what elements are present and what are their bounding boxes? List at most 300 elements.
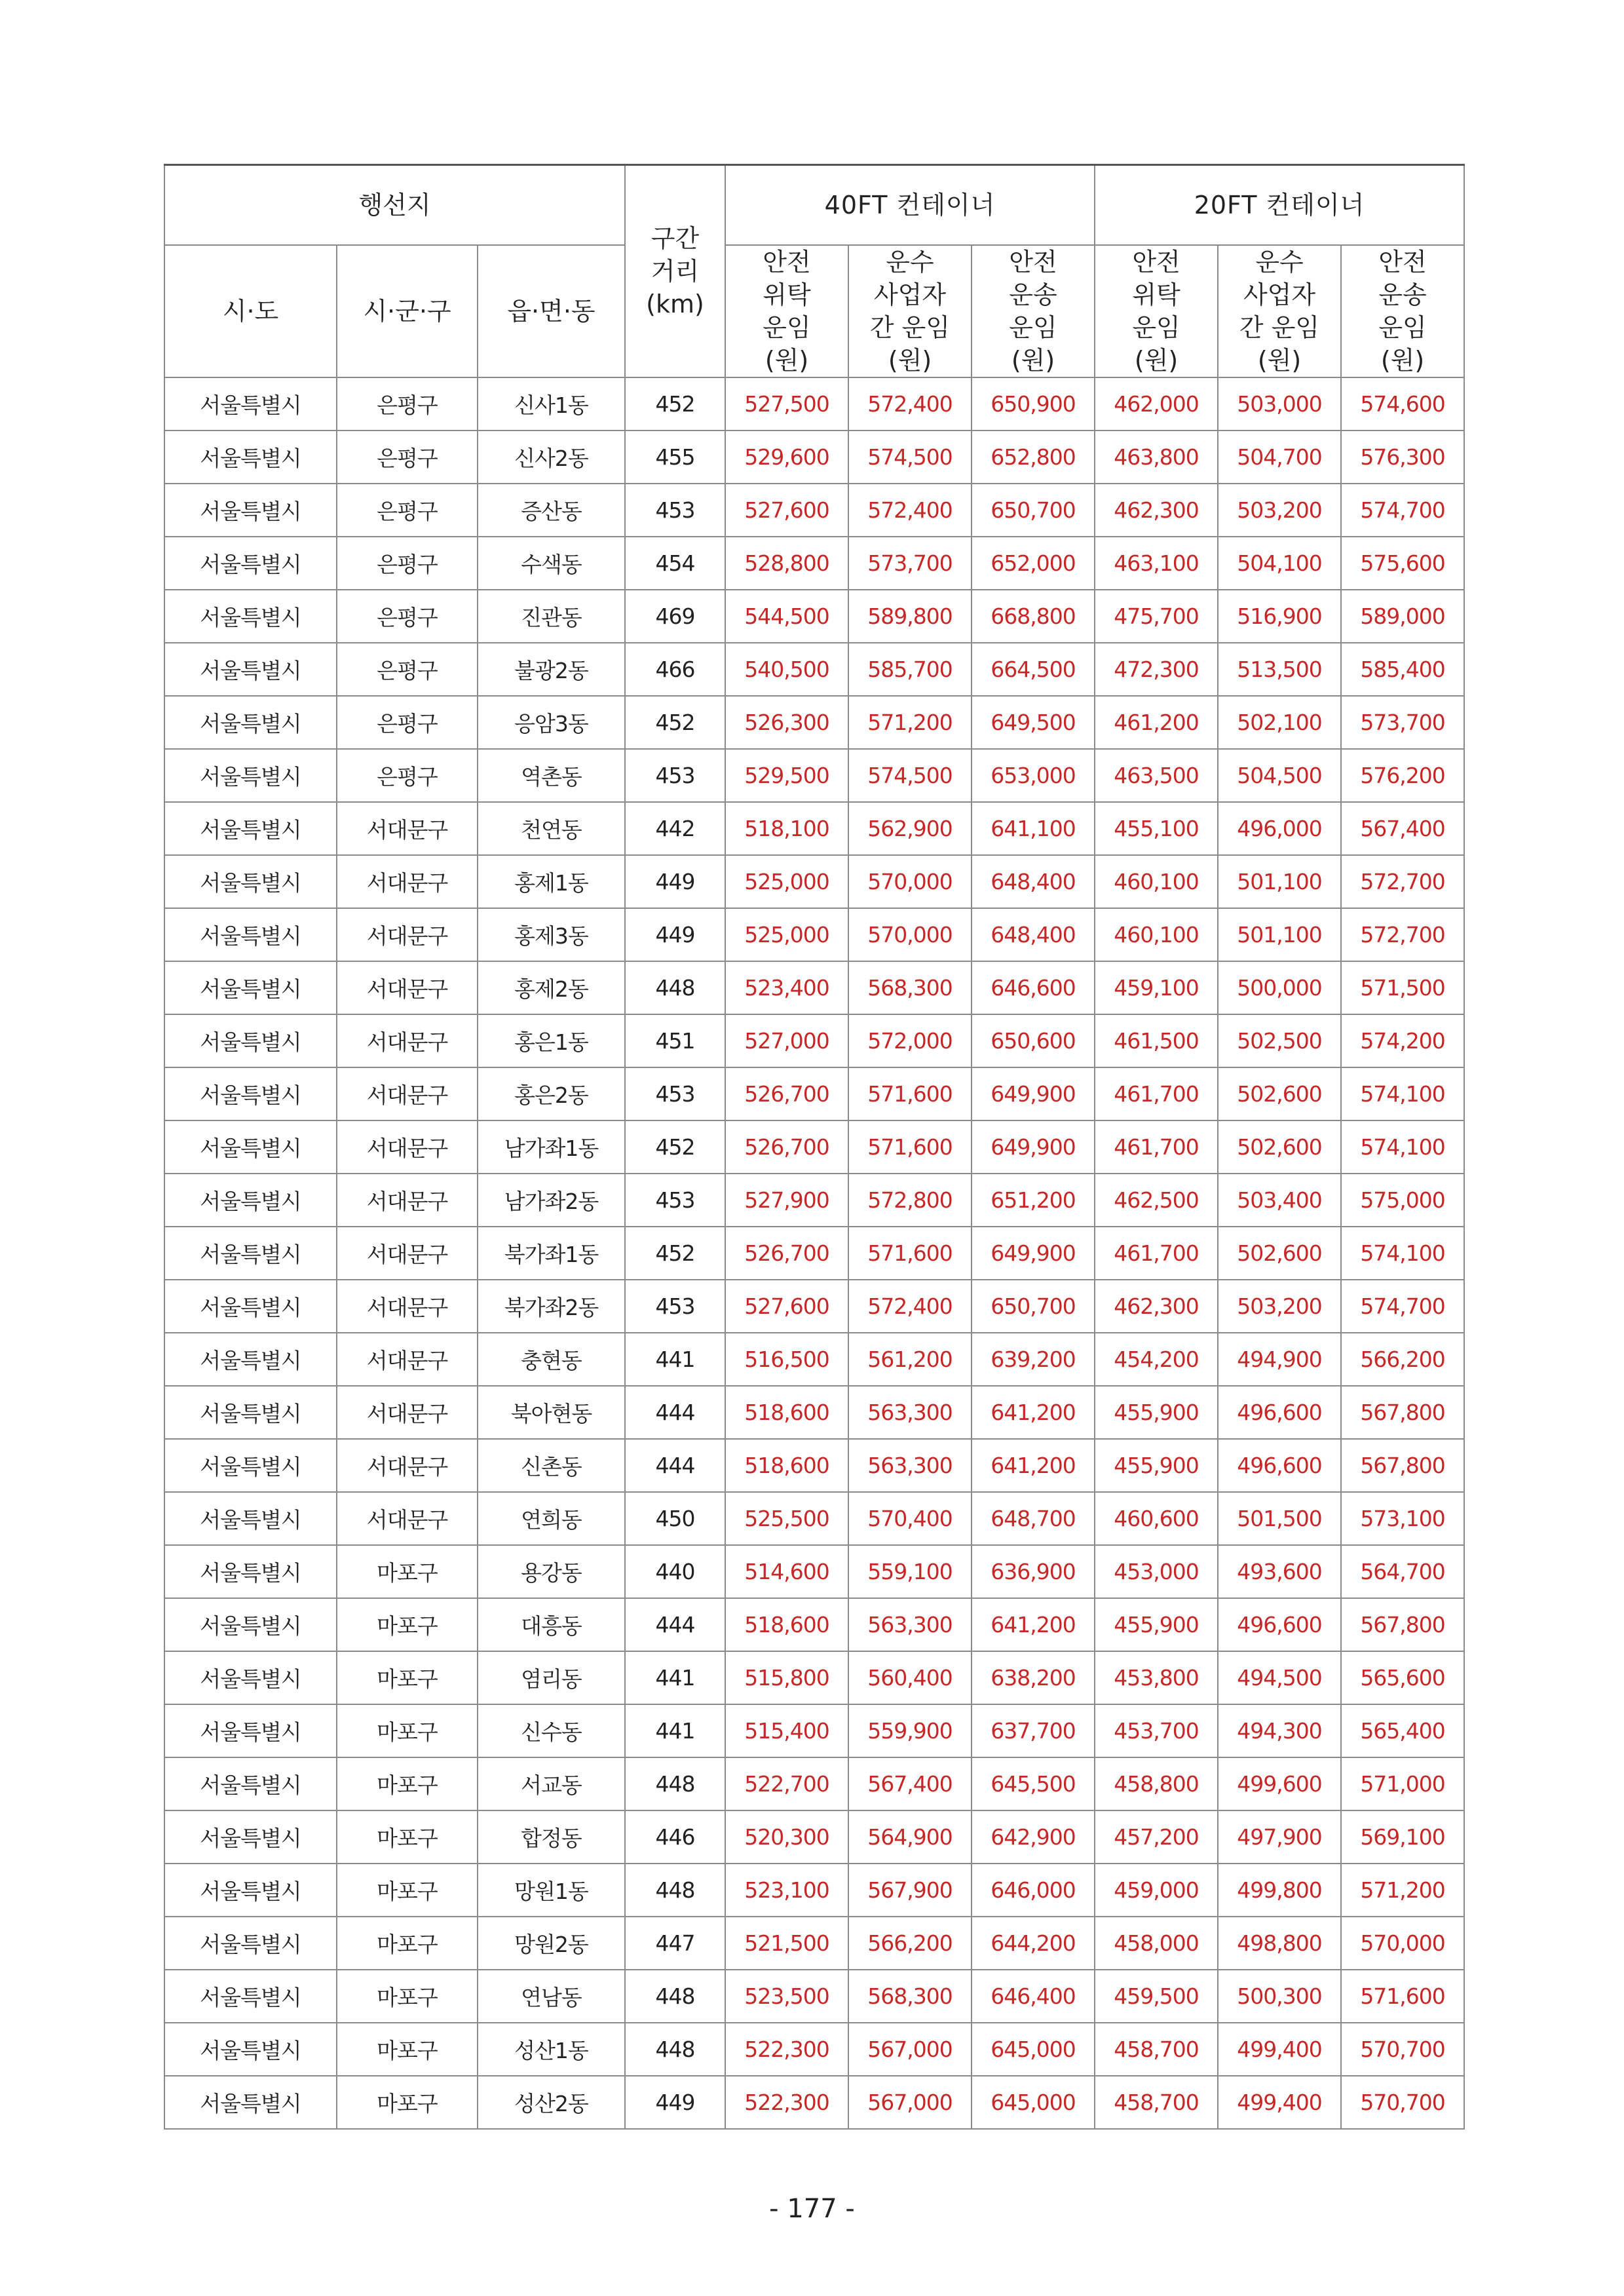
distance-cell: 441	[625, 1704, 725, 1757]
sigungu-cell: 은평구	[337, 537, 478, 590]
eupmyeondong-cell: 수색동	[478, 537, 625, 590]
safe-transport-40ft-cell: 649,900	[972, 1227, 1095, 1280]
safe-consign-20ft-cell: 458,700	[1095, 2023, 1218, 2076]
distance-cell: 449	[625, 855, 725, 908]
table-row	[164, 1439, 1464, 1492]
carrier-rate-20ft-cell: 502,100	[1218, 696, 1341, 749]
safe-transport-40ft-cell: 641,200	[972, 1439, 1095, 1492]
eupmyeondong-cell: 용강동	[478, 1545, 625, 1598]
carrier-rate-20ft-cell: 499,600	[1218, 1757, 1341, 1810]
safe-transport-20ft-cell: 567,800	[1341, 1439, 1464, 1492]
table-row	[164, 1651, 1464, 1704]
safe-consign-40ft-cell: 523,500	[725, 1970, 848, 2023]
safe-consign-20ft-cell: 463,100	[1095, 537, 1218, 590]
eupmyeondong-cell: 연희동	[478, 1492, 625, 1545]
carrier-rate-20ft-cell: 503,400	[1218, 1174, 1341, 1227]
safe-consign-40ft-cell: 527,500	[725, 377, 848, 430]
table-row	[164, 1970, 1464, 2023]
table-row	[164, 908, 1464, 961]
safe-transport-40ft-cell: 645,500	[972, 1757, 1095, 1810]
safe-consign-40ft-cell: 525,000	[725, 855, 848, 908]
table-row	[164, 1598, 1464, 1651]
safe-consign-40ft-cell: 518,600	[725, 1386, 848, 1439]
carrier-rate-40ft-cell: 571,600	[848, 1227, 972, 1280]
safe-consign-40ft-cell: 515,400	[725, 1704, 848, 1757]
table-row	[164, 749, 1464, 802]
safe-transport-20ft-cell: 564,700	[1341, 1545, 1464, 1598]
table-row	[164, 855, 1464, 908]
sido-cell: 서울특별시	[164, 1280, 337, 1333]
eupmyeondong-cell: 홍제3동	[478, 908, 625, 961]
table-row	[164, 2023, 1464, 2076]
carrier-rate-40ft-cell: 570,400	[848, 1492, 972, 1545]
carrier-rate-40ft-cell: 573,700	[848, 537, 972, 590]
sigungu-cell: 서대문구	[337, 1439, 478, 1492]
safe-consign-20ft-cell: 461,700	[1095, 1227, 1218, 1280]
distance-cell: 452	[625, 1227, 725, 1280]
distance-cell: 448	[625, 961, 725, 1014]
carrier-rate-20ft-cell: 501,500	[1218, 1492, 1341, 1545]
sido-cell: 서울특별시	[164, 1917, 337, 1970]
sido-cell: 서울특별시	[164, 1545, 337, 1598]
sido-cell: 서울특별시	[164, 484, 337, 537]
carrier-rate-40ft-cell: 563,300	[848, 1439, 972, 1492]
sigungu-cell: 서대문구	[337, 1174, 478, 1227]
safe-consign-20ft-cell: 458,800	[1095, 1757, 1218, 1810]
sido-cell: 서울특별시	[164, 855, 337, 908]
distance-cell: 441	[625, 1651, 725, 1704]
safe-transport-20ft-cell: 567,400	[1341, 802, 1464, 855]
carrier-rate-20ft-cell: 504,100	[1218, 537, 1341, 590]
distance-cell: 453	[625, 484, 725, 537]
carrier-rate-20ft-cell: 502,600	[1218, 1120, 1341, 1174]
distance-cell: 450	[625, 1492, 725, 1545]
sigungu-cell: 서대문구	[337, 1492, 478, 1545]
sigungu-cell: 마포구	[337, 2023, 478, 2076]
distance-cell: 448	[625, 1864, 725, 1917]
safe-consign-20ft-cell: 455,100	[1095, 802, 1218, 855]
safe-transport-20ft-cell: 573,100	[1341, 1492, 1464, 1545]
eupmyeondong-cell: 서교동	[478, 1757, 625, 1810]
table-row	[164, 2076, 1464, 2129]
carrier-rate-20ft-cell: 501,100	[1218, 908, 1341, 961]
carrier-rate-20ft-cell: 503,000	[1218, 377, 1341, 430]
eupmyeondong-cell: 북가좌2동	[478, 1280, 625, 1333]
table-row	[164, 643, 1464, 696]
carrier-rate-40ft-cell: 572,400	[848, 1280, 972, 1333]
safe-transport-20ft-cell: 571,500	[1341, 961, 1464, 1014]
safe-consign-20ft-cell: 462,000	[1095, 377, 1218, 430]
safe-transport-40ft-cell: 646,400	[972, 1970, 1095, 2023]
sido-cell: 서울특별시	[164, 1439, 337, 1492]
sido-cell: 서울특별시	[164, 1864, 337, 1917]
carrier-rate-20ft-cell: 499,400	[1218, 2076, 1341, 2129]
safe-consign-20ft-cell: 453,700	[1095, 1704, 1218, 1757]
distance-cell: 446	[625, 1810, 725, 1864]
eupmyeondong-cell: 신사2동	[478, 430, 625, 484]
safe-consign-20ft-cell: 461,200	[1095, 696, 1218, 749]
safe-consign-20ft-cell: 458,000	[1095, 1917, 1218, 1970]
sido-cell: 서울특별시	[164, 1227, 337, 1280]
sigungu-cell: 서대문구	[337, 855, 478, 908]
safe-consign-40ft-cell: 514,600	[725, 1545, 848, 1598]
carrier-rate-40ft-cell: 572,400	[848, 377, 972, 430]
safe-transport-40ft-cell: 641,200	[972, 1386, 1095, 1439]
carrier-rate-40ft-cell: 559,900	[848, 1704, 972, 1757]
safe-transport-20ft-cell: 589,000	[1341, 590, 1464, 643]
safe-consign-40ft-cell: 521,500	[725, 1917, 848, 1970]
carrier-rate-40ft-cell: 567,000	[848, 2076, 972, 2129]
sido-cell: 서울특별시	[164, 1651, 337, 1704]
table-row	[164, 1386, 1464, 1439]
distance-cell: 453	[625, 1174, 725, 1227]
sigungu-cell: 은평구	[337, 749, 478, 802]
eupmyeondong-cell: 연남동	[478, 1970, 625, 2023]
sigungu-cell: 마포구	[337, 1757, 478, 1810]
safe-transport-40ft-cell: 652,800	[972, 430, 1095, 484]
distance-cell: 452	[625, 377, 725, 430]
safe-transport-40ft-cell: 664,500	[972, 643, 1095, 696]
eupmyeondong-cell: 홍은1동	[478, 1014, 625, 1067]
safe-consign-20ft-cell: 461,700	[1095, 1120, 1218, 1174]
carrier-rate-40ft-cell: 560,400	[848, 1651, 972, 1704]
sido-cell: 서울특별시	[164, 590, 337, 643]
sigungu-cell: 은평구	[337, 377, 478, 430]
carrier-rate-40ft-cell: 574,500	[848, 749, 972, 802]
eupmyeondong-cell: 증산동	[478, 484, 625, 537]
distance-cell: 441	[625, 1333, 725, 1386]
sido-cell: 서울특별시	[164, 696, 337, 749]
safe-transport-20ft-cell: 571,000	[1341, 1757, 1464, 1810]
sigungu-cell: 마포구	[337, 1704, 478, 1757]
safe-transport-20ft-cell: 576,300	[1341, 430, 1464, 484]
page-number: - 177 -	[769, 2194, 855, 2224]
sigungu-cell: 서대문구	[337, 1227, 478, 1280]
table-row	[164, 1174, 1464, 1227]
eupmyeondong-cell: 홍제1동	[478, 855, 625, 908]
eupmyeondong-cell: 염리동	[478, 1651, 625, 1704]
table-row	[164, 537, 1464, 590]
sido-cell: 서울특별시	[164, 1810, 337, 1864]
safe-transport-40ft-cell: 650,600	[972, 1014, 1095, 1067]
safe-transport-20ft-cell: 574,100	[1341, 1227, 1464, 1280]
carrier-rate-40ft-cell: 570,000	[848, 855, 972, 908]
safe-transport-40ft-cell: 651,200	[972, 1174, 1095, 1227]
sido-cell: 서울특별시	[164, 2023, 337, 2076]
safe-consign-20ft-cell: 460,600	[1095, 1492, 1218, 1545]
safe-transport-40ft-cell: 653,000	[972, 749, 1095, 802]
carrier-rate-40ft-cell: 589,800	[848, 590, 972, 643]
carrier-rate-20ft-cell: 503,200	[1218, 484, 1341, 537]
safe-transport-40ft-cell: 649,900	[972, 1067, 1095, 1120]
carrier-rate-40ft-cell: 564,900	[848, 1810, 972, 1864]
table-row	[164, 1492, 1464, 1545]
distance-cell: 449	[625, 2076, 725, 2129]
safe-consign-40ft-cell: 526,300	[725, 696, 848, 749]
table-row	[164, 1280, 1464, 1333]
table-row	[164, 1014, 1464, 1067]
eupmyeondong-cell: 성산1동	[478, 2023, 625, 2076]
sigungu-cell: 은평구	[337, 430, 478, 484]
carrier-rate-40ft-cell: 567,400	[848, 1757, 972, 1810]
table-body	[164, 377, 1464, 2129]
distance-header: 구간 거리 (km)	[625, 165, 725, 378]
safe-consign-40ft-cell: 527,600	[725, 484, 848, 537]
carrier-rate-20ft-cell: 516,900	[1218, 590, 1341, 643]
safe-consign-20ft-cell: 461,500	[1095, 1014, 1218, 1067]
distance-cell: 466	[625, 643, 725, 696]
table-row	[164, 1704, 1464, 1757]
table-row	[164, 802, 1464, 855]
carrier-rate-40ft-cell: 561,200	[848, 1333, 972, 1386]
sido-cell: 서울특별시	[164, 802, 337, 855]
destination-header: 행선지	[164, 165, 625, 246]
sigungu-cell: 은평구	[337, 484, 478, 537]
eupmyeondong-cell: 남가좌1동	[478, 1120, 625, 1174]
safe-consign-20ft-cell: 458,700	[1095, 2076, 1218, 2129]
eupmyeondong-cell: 신사1동	[478, 377, 625, 430]
table-row	[164, 590, 1464, 643]
sigungu-cell: 서대문구	[337, 1386, 478, 1439]
safe-consign-20ft-cell: 455,900	[1095, 1439, 1218, 1492]
carrier-rate-40ft-cell: 572,400	[848, 484, 972, 537]
safe-consign-rate-40ft-header: 안전 위탁 운임 (원)	[725, 245, 848, 377]
safe-transport-40ft-cell: 645,000	[972, 2076, 1095, 2129]
safe-consign-20ft-cell: 462,300	[1095, 484, 1218, 537]
safe-transport-20ft-cell: 574,700	[1341, 1280, 1464, 1333]
sido-cell: 서울특별시	[164, 1120, 337, 1174]
safe-consign-20ft-cell: 461,700	[1095, 1067, 1218, 1120]
safe-transport-20ft-cell: 573,700	[1341, 696, 1464, 749]
safe-consign-40ft-cell: 529,500	[725, 749, 848, 802]
safe-transport-40ft-cell: 650,700	[972, 1280, 1095, 1333]
sigungu-cell: 서대문구	[337, 908, 478, 961]
safe-consign-40ft-cell: 523,400	[725, 961, 848, 1014]
carrier-rate-20ft-cell: 494,900	[1218, 1333, 1341, 1386]
safe-transport-40ft-cell: 648,400	[972, 855, 1095, 908]
distance-cell: 447	[625, 1917, 725, 1970]
distance-cell: 469	[625, 590, 725, 643]
eupmyeondong-cell: 합정동	[478, 1810, 625, 1864]
safe-consign-40ft-cell: 540,500	[725, 643, 848, 696]
safe-consign-20ft-cell: 453,800	[1095, 1651, 1218, 1704]
eupmyeondong-cell: 진관동	[478, 590, 625, 643]
carrier-rate-20ft-cell: 502,500	[1218, 1014, 1341, 1067]
sido-cell: 서울특별시	[164, 1067, 337, 1120]
carrier-rate-20ft-cell: 500,000	[1218, 961, 1341, 1014]
sido-cell: 서울특별시	[164, 1598, 337, 1651]
eupmyeondong-cell: 천연동	[478, 802, 625, 855]
safe-consign-40ft-cell: 526,700	[725, 1227, 848, 1280]
sido-cell: 서울특별시	[164, 2076, 337, 2129]
safe-consign-20ft-cell: 457,200	[1095, 1810, 1218, 1864]
safe-consign-40ft-cell: 528,800	[725, 537, 848, 590]
safe-transport-20ft-cell: 585,400	[1341, 643, 1464, 696]
table-row	[164, 1333, 1464, 1386]
carrier-rate-40ft-cell: 568,300	[848, 1970, 972, 2023]
sido-cell: 서울특별시	[164, 1970, 337, 2023]
table-row	[164, 484, 1464, 537]
safe-consign-20ft-cell: 454,200	[1095, 1333, 1218, 1386]
carrier-rate-20ft-cell: 503,200	[1218, 1280, 1341, 1333]
safe-transport-40ft-cell: 652,000	[972, 537, 1095, 590]
sigungu-cell: 마포구	[337, 1545, 478, 1598]
sigungu-cell: 마포구	[337, 1598, 478, 1651]
table-row	[164, 1810, 1464, 1864]
safe-consign-40ft-cell: 544,500	[725, 590, 848, 643]
safe-transport-20ft-cell: 572,700	[1341, 855, 1464, 908]
carrier-rate-40ft-cell: 571,600	[848, 1120, 972, 1174]
sigungu-cell: 서대문구	[337, 1067, 478, 1120]
carrier-rate-20ft-cell: 504,700	[1218, 430, 1341, 484]
safe-consign-20ft-cell: 459,500	[1095, 1970, 1218, 2023]
safe-transport-20ft-cell: 571,200	[1341, 1864, 1464, 1917]
safe-consign-20ft-cell: 455,900	[1095, 1386, 1218, 1439]
safe-consign-40ft-cell: 522,300	[725, 2023, 848, 2076]
eupmyeondong-cell: 북아현동	[478, 1386, 625, 1439]
distance-cell: 444	[625, 1386, 725, 1439]
safe-transport-40ft-cell: 650,700	[972, 484, 1095, 537]
distance-cell: 451	[625, 1014, 725, 1067]
sido-cell: 서울특별시	[164, 1014, 337, 1067]
safe-transport-40ft-cell: 641,200	[972, 1598, 1095, 1651]
sigungu-cell: 서대문구	[337, 1120, 478, 1174]
sigungu-cell: 서대문구	[337, 961, 478, 1014]
safe-consign-40ft-cell: 515,800	[725, 1651, 848, 1704]
safe-consign-20ft-cell: 472,300	[1095, 643, 1218, 696]
safe-consign-20ft-cell: 455,900	[1095, 1598, 1218, 1651]
carrier-rate-20ft-cell: 496,600	[1218, 1598, 1341, 1651]
distance-cell: 440	[625, 1545, 725, 1598]
safe-transport-rate-20ft-header: 안전 운송 운임 (원)	[1341, 245, 1464, 377]
safe-consign-40ft-cell: 525,500	[725, 1492, 848, 1545]
safe-transport-40ft-cell: 648,700	[972, 1492, 1095, 1545]
safe-transport-rate-40ft-header: 안전 운송 운임 (원)	[972, 245, 1095, 377]
sido-cell: 서울특별시	[164, 1333, 337, 1386]
safe-consign-40ft-cell: 518,100	[725, 802, 848, 855]
distance-cell: 452	[625, 1120, 725, 1174]
distance-cell: 448	[625, 1757, 725, 1810]
distance-cell: 454	[625, 537, 725, 590]
safe-consign-40ft-cell: 525,000	[725, 908, 848, 961]
safe-consign-20ft-cell: 463,500	[1095, 749, 1218, 802]
sido-cell: 서울특별시	[164, 961, 337, 1014]
distance-cell: 449	[625, 908, 725, 961]
safe-transport-20ft-cell: 574,100	[1341, 1120, 1464, 1174]
eupmyeondong-cell: 충현동	[478, 1333, 625, 1386]
table-row	[164, 1120, 1464, 1174]
container-20ft-header: 20FT 컨테이너	[1095, 165, 1464, 246]
carrier-rate-20ft-cell: 501,100	[1218, 855, 1341, 908]
container-40ft-header: 40FT 컨테이너	[725, 165, 1095, 246]
safe-consign-40ft-cell: 520,300	[725, 1810, 848, 1864]
carrier-rate-40ft-cell: 559,100	[848, 1545, 972, 1598]
sido-cell: 서울특별시	[164, 1386, 337, 1439]
sido-header: 시·도	[164, 245, 337, 377]
sigungu-header: 시·군·구	[337, 245, 478, 377]
safe-consign-40ft-cell: 527,900	[725, 1174, 848, 1227]
safe-consign-20ft-cell: 475,700	[1095, 590, 1218, 643]
safe-consign-40ft-cell: 527,600	[725, 1280, 848, 1333]
sido-cell: 서울특별시	[164, 1492, 337, 1545]
safe-transport-40ft-cell: 649,500	[972, 696, 1095, 749]
sigungu-cell: 서대문구	[337, 1333, 478, 1386]
safe-transport-20ft-cell: 575,000	[1341, 1174, 1464, 1227]
eupmyeondong-header: 읍·면·동	[478, 245, 625, 377]
safe-transport-20ft-cell: 574,600	[1341, 377, 1464, 430]
safe-transport-20ft-cell: 566,200	[1341, 1333, 1464, 1386]
eupmyeondong-cell: 북가좌1동	[478, 1227, 625, 1280]
carrier-rate-20ft-cell: 499,400	[1218, 2023, 1341, 2076]
safe-transport-40ft-cell: 637,700	[972, 1704, 1095, 1757]
safe-consign-40ft-cell: 527,000	[725, 1014, 848, 1067]
sido-cell: 서울특별시	[164, 1757, 337, 1810]
safe-transport-20ft-cell: 574,100	[1341, 1067, 1464, 1120]
carrier-rate-40ft-cell: 571,200	[848, 696, 972, 749]
sido-cell: 서울특별시	[164, 749, 337, 802]
distance-cell: 455	[625, 430, 725, 484]
sido-cell: 서울특별시	[164, 643, 337, 696]
table-row	[164, 1227, 1464, 1280]
sigungu-cell: 마포구	[337, 1651, 478, 1704]
sido-cell: 서울특별시	[164, 430, 337, 484]
carrier-rate-20ft-header: 운수 사업자 간 운임 (원)	[1218, 245, 1341, 377]
safe-transport-20ft-cell: 567,800	[1341, 1598, 1464, 1651]
carrier-rate-40ft-header: 운수 사업자 간 운임 (원)	[848, 245, 972, 377]
distance-cell: 448	[625, 1970, 725, 2023]
safe-consign-20ft-cell: 462,500	[1095, 1174, 1218, 1227]
carrier-rate-40ft-cell: 562,900	[848, 802, 972, 855]
eupmyeondong-cell: 불광2동	[478, 643, 625, 696]
carrier-rate-40ft-cell: 563,300	[848, 1598, 972, 1651]
safe-consign-40ft-cell: 522,700	[725, 1757, 848, 1810]
safe-transport-40ft-cell: 648,400	[972, 908, 1095, 961]
safe-transport-20ft-cell: 576,200	[1341, 749, 1464, 802]
table-row	[164, 1917, 1464, 1970]
carrier-rate-20ft-cell: 496,600	[1218, 1386, 1341, 1439]
carrier-rate-20ft-cell: 513,500	[1218, 643, 1341, 696]
carrier-rate-40ft-cell: 567,000	[848, 2023, 972, 2076]
carrier-rate-40ft-cell: 571,600	[848, 1067, 972, 1120]
safe-transport-20ft-cell: 572,700	[1341, 908, 1464, 961]
safe-transport-40ft-cell: 649,900	[972, 1120, 1095, 1174]
distance-cell: 448	[625, 2023, 725, 2076]
carrier-rate-40ft-cell: 570,000	[848, 908, 972, 961]
safe-consign-20ft-cell: 453,000	[1095, 1545, 1218, 1598]
safe-transport-40ft-cell: 646,000	[972, 1864, 1095, 1917]
sigungu-cell: 마포구	[337, 1864, 478, 1917]
eupmyeondong-cell: 신수동	[478, 1704, 625, 1757]
carrier-rate-20ft-cell: 496,000	[1218, 802, 1341, 855]
safe-transport-20ft-cell: 574,700	[1341, 484, 1464, 537]
sido-cell: 서울특별시	[164, 908, 337, 961]
safe-transport-40ft-cell: 650,900	[972, 377, 1095, 430]
table-row	[164, 1067, 1464, 1120]
distance-cell: 453	[625, 1280, 725, 1333]
safe-consign-rate-20ft-header: 안전 위탁 운임 (원)	[1095, 245, 1218, 377]
carrier-rate-20ft-cell: 499,800	[1218, 1864, 1341, 1917]
table-row	[164, 430, 1464, 484]
safe-consign-40ft-cell: 516,500	[725, 1333, 848, 1386]
safe-transport-20ft-cell: 567,800	[1341, 1386, 1464, 1439]
safe-transport-40ft-cell: 646,600	[972, 961, 1095, 1014]
carrier-rate-20ft-cell: 496,600	[1218, 1439, 1341, 1492]
carrier-rate-20ft-cell: 504,500	[1218, 749, 1341, 802]
safe-transport-40ft-cell: 642,900	[972, 1810, 1095, 1864]
table-header	[164, 165, 1464, 378]
sido-cell: 서울특별시	[164, 1704, 337, 1757]
eupmyeondong-cell: 홍은2동	[478, 1067, 625, 1120]
